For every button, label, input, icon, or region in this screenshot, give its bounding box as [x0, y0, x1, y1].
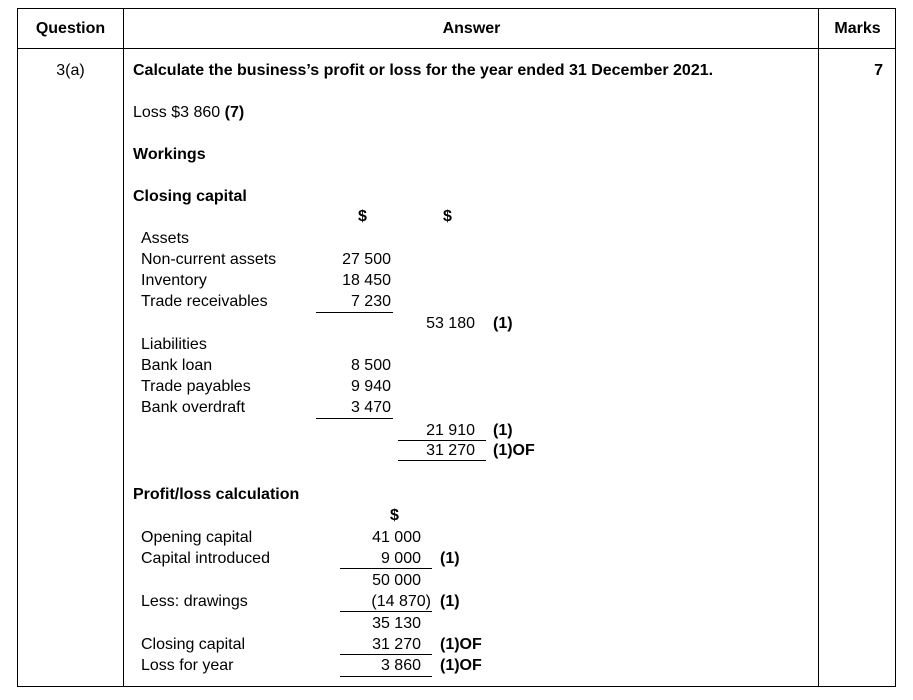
liabilities-total-underline	[398, 440, 486, 441]
pl-label: Less: drawings	[141, 593, 248, 610]
assets-underline	[316, 312, 393, 313]
result-text: Loss $3 860	[133, 104, 221, 121]
liabilities-total-mark: (1)	[493, 422, 513, 439]
pl-value: 3 860	[380, 657, 421, 674]
pl-value: 35 130	[372, 615, 421, 632]
net-total-mark: (1)OF	[493, 442, 535, 459]
pl-mark: (1)OF	[440, 636, 482, 653]
table-header-divider	[17, 48, 896, 49]
question-number: 3(a)	[56, 62, 85, 79]
workings-heading: Workings	[133, 146, 206, 163]
liability-value: 3 470	[350, 399, 391, 416]
closing-col2-currency: $	[443, 208, 452, 225]
asset-value: 7 230	[350, 293, 391, 310]
pl-value: 41 000	[372, 529, 421, 546]
question-prompt: Calculate the business’s profit or loss for the year ended 31 December 2021.	[133, 62, 714, 79]
table-border-left	[17, 8, 18, 687]
profit-loss-currency: $	[390, 507, 399, 524]
profit-loss-heading: Profit/loss calculation	[133, 486, 300, 503]
liability-label: Bank overdraft	[141, 399, 246, 416]
asset-value: 27 500	[342, 251, 391, 268]
pl-label: Loss for year	[141, 657, 234, 674]
pl-value: (14 870)	[371, 593, 431, 610]
pl-underline	[340, 676, 432, 677]
pl-underline	[340, 568, 432, 569]
pl-mark: (1)OF	[440, 657, 482, 674]
pl-label: Capital introduced	[141, 550, 270, 567]
header-marks: Marks	[834, 20, 881, 37]
liability-label: Bank loan	[141, 357, 213, 374]
table-border-right	[895, 8, 896, 687]
result-line	[133, 105, 244, 121]
pl-value: 50 000	[372, 572, 421, 589]
pl-value: 31 270	[372, 636, 421, 653]
pl-mark: (1)	[440, 593, 460, 610]
net-total: 31 270	[426, 442, 475, 459]
liabilities-total: 21 910	[426, 422, 475, 439]
net-total-underline	[398, 460, 486, 461]
asset-value: 18 450	[342, 272, 391, 289]
pl-label: Closing capital	[141, 636, 246, 653]
table-col-divider-1	[123, 8, 124, 687]
asset-label: Non-current assets	[141, 251, 277, 268]
marks-value: 7	[874, 62, 883, 79]
pl-label: Opening capital	[141, 529, 253, 546]
closing-capital-heading: Closing capital	[133, 188, 247, 205]
pl-value: 9 000	[380, 550, 421, 567]
pl-mark: (1)	[440, 550, 460, 567]
header-answer: Answer	[442, 20, 501, 37]
liability-label: Trade payables	[141, 378, 251, 395]
table-border-top	[17, 8, 896, 9]
assets-total-mark: (1)	[493, 315, 513, 332]
liabilities-underline	[316, 418, 393, 419]
liabilities-heading: Liabilities	[141, 336, 207, 353]
liability-value: 8 500	[350, 357, 391, 374]
pl-underline	[340, 611, 432, 612]
asset-label: Trade receivables	[141, 293, 268, 310]
pl-underline	[340, 654, 432, 655]
table-border-bottom	[17, 686, 896, 687]
header-question: Question	[35, 20, 106, 37]
table-col-divider-2	[818, 8, 819, 687]
result-mark: (7)	[224, 104, 245, 121]
assets-heading: Assets	[141, 230, 190, 247]
assets-total: 53 180	[426, 315, 475, 332]
asset-label: Inventory	[141, 272, 207, 289]
closing-col1-currency: $	[358, 208, 367, 225]
liability-value: 9 940	[350, 378, 391, 395]
